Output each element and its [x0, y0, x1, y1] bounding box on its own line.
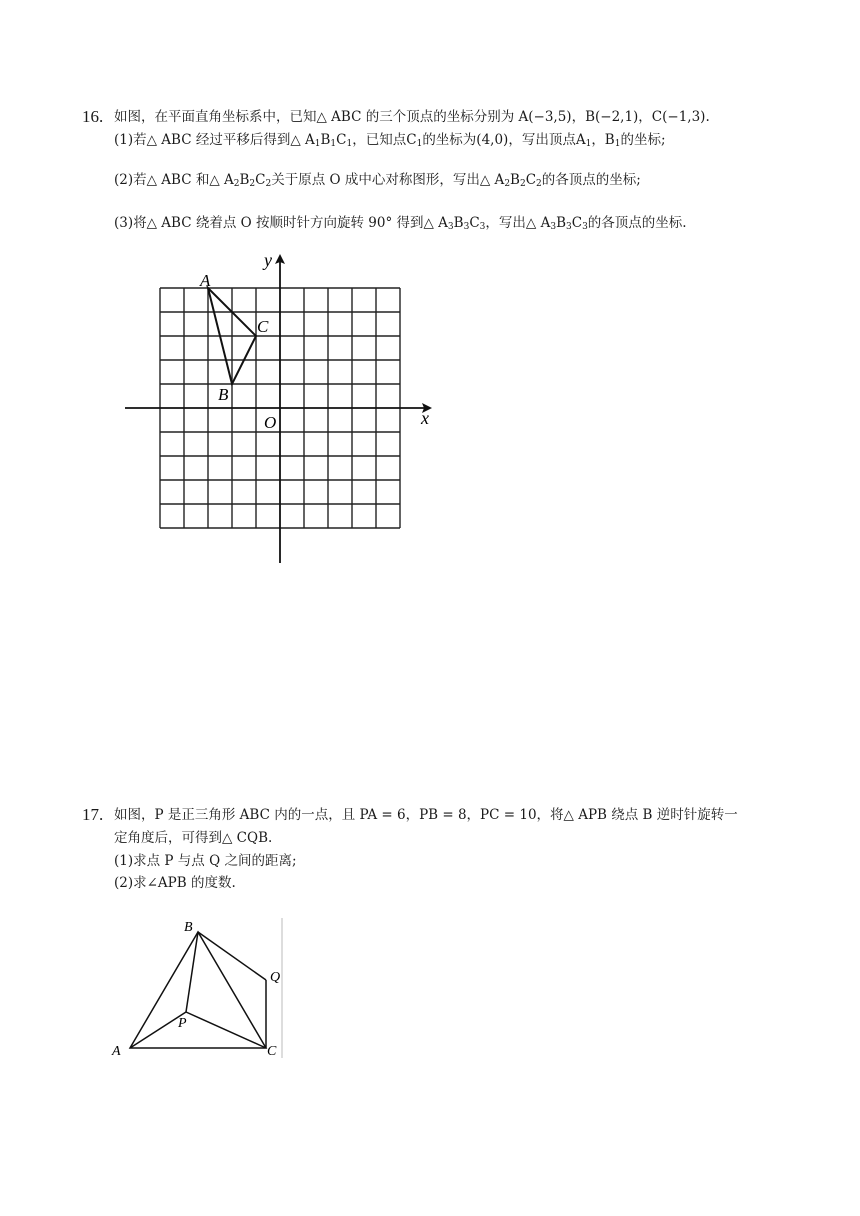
question-stem: [114, 107, 710, 127]
label-a: A: [200, 271, 211, 290]
part-3-text-b: ，写出△ A: [485, 215, 551, 231]
label-b: B: [218, 385, 229, 404]
part-1-text-d: 的坐标;: [620, 132, 666, 148]
part-2-text-a: (2)若△ ABC 和△ A: [114, 172, 234, 188]
stem-text: 如图，在平面直角坐标系中，已知△ ABC 的三个顶点的坐标分别为 A(−3,5)，B(−2,1)，C(−1,3).: [114, 109, 710, 125]
part-1: (1)若△ ABC 经过平移后得到△ $A_1B_1C_1$，已知点$C_1$的坐标为(4,0)，写出顶点$A_1$，$B_1$的坐标;: [114, 132, 666, 149]
label-p: P: [178, 1016, 187, 1031]
label-o: O: [264, 413, 277, 432]
part-1-text-a: (1)若△ ABC 经过平移后得到△ A: [114, 132, 315, 148]
label-c: C: [257, 317, 269, 336]
segment-pb: [186, 932, 198, 1012]
label-y: y: [264, 250, 272, 270]
part-2: (2)若△ ABC 和△ $A_2B_2C_2$关于原点 O 成中心对称图形，写出△ $A_2B_2C_2$的各顶点的坐标;: [114, 172, 641, 189]
label-x: x: [421, 408, 429, 428]
part-1-text-c: 的坐标为(4,0)，写出顶点A: [422, 132, 586, 148]
label-b: B: [184, 920, 193, 935]
part-1: (1)求点 P 与点 Q 之间的距离;: [114, 853, 297, 869]
part-2-text-b: 关于原点 O 成中心对称图形，写出△ A: [271, 172, 505, 188]
part-3-text-c: 的各顶点的坐标.: [587, 215, 687, 231]
part-2-text-c: 的各顶点的坐标;: [541, 172, 641, 188]
part-1-text-b: ，已知点C: [352, 132, 417, 148]
part-2: (2)求∠APB 的度数.: [114, 875, 236, 891]
label-q: Q: [270, 970, 281, 985]
question-line-1: 如图，P 是正三角形 ABC 内的一点，且 PA = 6，PB = 8，PC = 10，将△ APB 绕点 B 逆时针旋转一: [114, 807, 738, 823]
question-number: 16.: [82, 107, 104, 126]
label-c: C: [267, 1044, 277, 1059]
label-a: A: [112, 1044, 121, 1059]
coordinate-grid-figure: [120, 248, 440, 568]
question-line-2: 定角度后，可得到△ CQB.: [114, 830, 273, 846]
segment-pc: [186, 1012, 266, 1048]
part-3-text-a: (3)将△ ABC 绕着点 O 按顺时针方向旋转 90° 得到△ A: [114, 215, 448, 231]
triangle-abc: [130, 932, 266, 1048]
triangle-rotation-figure: [108, 914, 288, 1060]
segment-bq: [198, 932, 266, 980]
part-3: (3)将△ ABC 绕着点 O 按顺时针方向旋转 90° 得到△ $A_3B_3C_3$，写出△ $A_3B_3C_3$的各顶点的坐标.: [114, 215, 687, 232]
question-number: 17.: [82, 805, 104, 824]
axes: [125, 256, 430, 563]
